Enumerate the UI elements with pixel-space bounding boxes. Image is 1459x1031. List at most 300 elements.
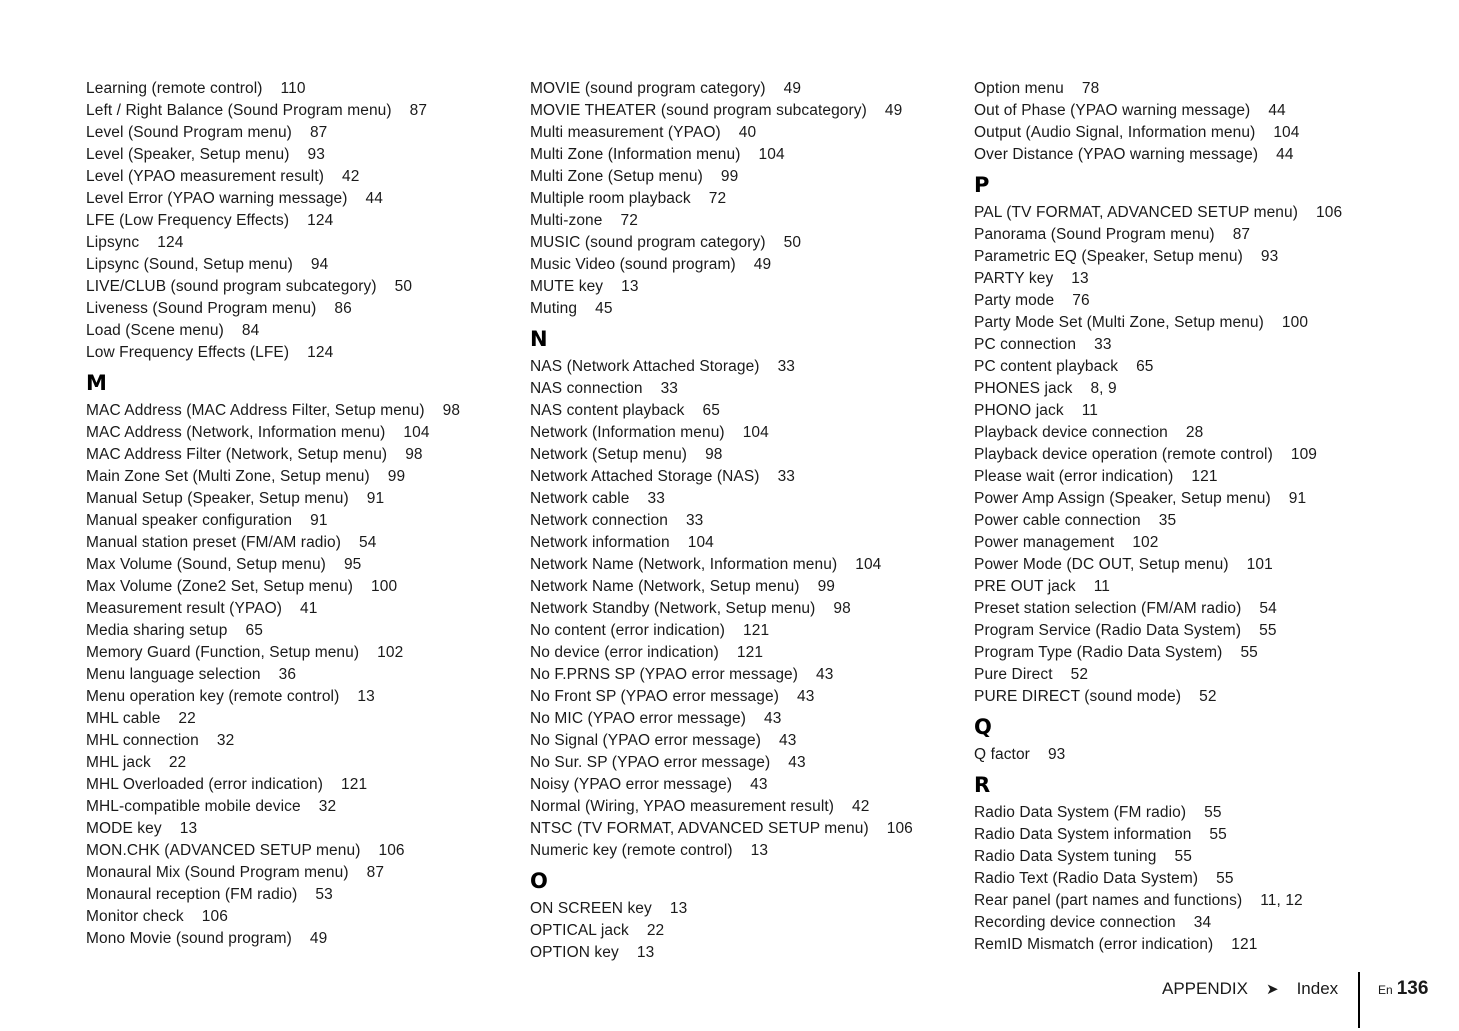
index-entry — [86, 708, 460, 730]
index-entry — [86, 400, 460, 422]
index-term: ON SCREEN key — [530, 900, 652, 917]
index-page-link[interactable]: 34 — [1193, 914, 1212, 931]
index-entry — [530, 942, 913, 964]
index-term: MUSIC (sound program category) — [530, 234, 766, 251]
index-term: Monaural Mix (Sound Program menu) — [86, 864, 349, 881]
index-term: PC content playback — [974, 358, 1119, 375]
index-page-link[interactable]: 98 — [833, 600, 851, 617]
index-page-link[interactable]: 98 — [405, 446, 423, 463]
index-term: NAS (Network Attached Storage) — [530, 358, 760, 375]
index-page-link[interactable]: 33 — [777, 358, 796, 375]
index-page-link[interactable]: 104 — [855, 556, 882, 573]
index-column-2 — [530, 78, 913, 964]
index-term: Lipsync (Sound, Setup menu) — [86, 256, 293, 273]
index-entry — [530, 400, 913, 422]
index-term: Rear panel (part names and functions) — [974, 892, 1243, 909]
index-entry — [974, 78, 1342, 100]
index-page-link[interactable]: 13 — [636, 944, 655, 961]
index-page-link[interactable]: 86 — [334, 300, 352, 317]
index-page-link[interactable]: 87 — [409, 102, 428, 119]
index-entry — [974, 246, 1342, 268]
index-term: Option menu — [974, 80, 1064, 97]
index-page-link[interactable]: 110 — [280, 80, 306, 97]
index-column-3 — [974, 78, 1342, 956]
index-term: Please wait (error indication) — [974, 468, 1174, 485]
index-page-link[interactable]: 121 — [743, 622, 770, 639]
index-page-link[interactable]: 104 — [1273, 124, 1300, 141]
index-page-link[interactable]: 41 — [300, 600, 318, 617]
index-page-link[interactable]: 11 — [1081, 402, 1099, 419]
index-page-link[interactable]: 55 — [1204, 804, 1222, 821]
index-page-link[interactable]: 106 — [1316, 204, 1343, 221]
index-term: LIVE/CLUB (sound program subcategory) — [86, 278, 377, 295]
index-page-link[interactable]: 49 — [753, 256, 772, 273]
index-term: Panorama (Sound Program menu) — [974, 226, 1215, 243]
index-term: MOVIE (sound program category) — [530, 80, 766, 97]
index-entry — [86, 642, 460, 664]
index-entry — [974, 620, 1342, 642]
index-entry — [974, 268, 1342, 290]
index-entry — [86, 78, 460, 100]
index-page-link[interactable]: 43 — [788, 754, 806, 771]
index-page-link[interactable]: 72 — [620, 212, 638, 229]
index-page-link[interactable]: 11 — [1093, 578, 1110, 595]
index-page-link[interactable]: 33 — [685, 512, 704, 529]
index-term: Playback device connection — [974, 424, 1168, 441]
index-entry — [86, 510, 460, 532]
index-page-link[interactable]: 78 — [1081, 80, 1100, 97]
index-term: OPTION key — [530, 944, 619, 961]
index-term: PHONES jack — [974, 380, 1073, 397]
index-page-link[interactable]: 124 — [307, 344, 334, 361]
index-page-link[interactable]: 49 — [309, 930, 328, 947]
index-entry — [86, 276, 460, 298]
index-page-link[interactable]: 65 — [702, 402, 720, 419]
footer-divider — [1358, 972, 1360, 1028]
index-page-link[interactable]: 121 — [736, 644, 764, 661]
index-entry — [974, 356, 1342, 378]
index-term: Noisy (YPAO error message) — [530, 776, 733, 793]
index-page-link[interactable]: 94 — [310, 256, 329, 273]
index-term: No device (error indication) — [530, 644, 719, 661]
index-entry — [530, 708, 913, 730]
index-page-link[interactable]: 45 — [595, 300, 613, 317]
index-entry — [530, 422, 913, 444]
index-term: No content (error indication) — [530, 622, 726, 639]
index-page-link[interactable]: 44 — [1268, 102, 1286, 119]
index-page-link[interactable]: 65 — [245, 622, 263, 639]
index-page-link[interactable]: 101 — [1246, 556, 1273, 573]
index-entry — [974, 642, 1342, 664]
index-entry — [530, 444, 913, 466]
index-term: MHL-compatible mobile device — [86, 798, 301, 815]
index-page-link[interactable]: 124 — [307, 212, 334, 229]
index-page-link[interactable]: 13 — [669, 900, 688, 917]
index-page-link[interactable]: 22 — [646, 922, 665, 939]
index-term: Monaural reception (FM radio) — [86, 886, 298, 903]
index-entry — [86, 664, 460, 686]
index-entry — [974, 488, 1342, 510]
index-entry — [86, 620, 460, 642]
index-entry — [974, 934, 1342, 956]
index-page-link[interactable]: 32 — [318, 798, 337, 815]
index-page-link[interactable]: 121 — [1231, 936, 1258, 953]
index-term: Max Volume (Sound, Setup menu) — [86, 556, 326, 573]
index-page-link[interactable]: 93 — [307, 146, 325, 163]
index-page-link[interactable]: 44 — [1276, 146, 1294, 163]
index-term: Multi-zone — [530, 212, 603, 229]
index-entry — [974, 400, 1342, 422]
index-entry — [86, 320, 460, 342]
index-page-link[interactable]: 102 — [377, 644, 404, 661]
footer-page-title: Index — [1296, 979, 1339, 998]
page-number — [1378, 976, 1428, 1003]
index-entry — [974, 224, 1342, 246]
index-page-link[interactable]: 11, 12 — [1260, 892, 1303, 909]
index-term: Power management — [974, 534, 1115, 551]
index-page-link[interactable]: 33 — [777, 468, 796, 485]
index-entry — [86, 752, 460, 774]
index-entry — [86, 818, 460, 840]
index-entry — [530, 686, 913, 708]
index-page-link[interactable]: 65 — [1136, 358, 1154, 375]
index-term: MOVIE THEATER (sound program subcategory) — [530, 102, 867, 119]
index-term: Main Zone Set (Multi Zone, Setup menu) — [86, 468, 370, 485]
index-page-link[interactable]: 87 — [309, 124, 328, 141]
index-page-link[interactable]: 55 — [1174, 848, 1192, 865]
index-entry — [530, 576, 913, 598]
index-entry — [530, 188, 913, 210]
index-page-link[interactable]: 43 — [764, 710, 782, 727]
index-entry — [974, 664, 1342, 686]
index-entry — [974, 100, 1342, 122]
index-term: Radio Data System (FM radio) — [974, 804, 1187, 821]
index-page-link[interactable]: 28 — [1185, 424, 1204, 441]
index-page-link[interactable]: 42 — [341, 168, 360, 185]
index-entry — [86, 686, 460, 708]
index-entry — [86, 554, 460, 576]
index-term: Network cable — [530, 490, 630, 507]
index-entry — [86, 342, 460, 364]
index-page-link[interactable]: 87 — [1232, 226, 1251, 243]
index-page-link[interactable]: 43 — [816, 666, 834, 683]
index-page-link[interactable]: 54 — [1259, 600, 1277, 617]
index-term: Multi measurement (YPAO) — [530, 124, 721, 141]
index-term: Learning (remote control) — [86, 80, 263, 97]
index-letter-heading: R — [974, 773, 991, 797]
index-entry — [530, 796, 913, 818]
index-page-link[interactable]: 44 — [365, 190, 383, 207]
index-term: Recording device connection — [974, 914, 1176, 931]
index-entry — [974, 846, 1342, 868]
index-entry — [86, 598, 460, 620]
index-page-link[interactable]: 91 — [1288, 490, 1307, 507]
index-page-link[interactable]: 33 — [647, 490, 665, 507]
index-page-link[interactable]: 43 — [779, 732, 797, 749]
index-term: Party Mode Set (Multi Zone, Setup menu) — [974, 314, 1264, 331]
index-term: RemID Mismatch (error indication) — [974, 936, 1214, 953]
index-entry — [530, 664, 913, 686]
index-entry — [530, 488, 913, 510]
index-term: Lipsync — [86, 234, 140, 251]
index-page-link[interactable]: 22 — [168, 754, 187, 771]
index-term: Network information — [530, 534, 670, 551]
index-page-link[interactable]: 13 — [750, 842, 769, 859]
index-entry — [974, 334, 1342, 356]
index-entry — [974, 290, 1342, 312]
index-term: LFE (Low Frequency Effects) — [86, 212, 290, 229]
index-page-link[interactable]: 43 — [796, 688, 815, 705]
index-entry — [530, 730, 913, 752]
index-entry — [86, 210, 460, 232]
index-entry — [530, 166, 913, 188]
index-entry — [974, 554, 1342, 576]
index-term: Media sharing setup — [86, 622, 228, 639]
index-entry — [86, 730, 460, 752]
index-entry — [86, 100, 460, 122]
index-entry — [974, 598, 1342, 620]
index-entry — [86, 532, 460, 554]
index-page-link[interactable]: 104 — [403, 424, 430, 441]
index-page-link[interactable]: 99 — [720, 168, 739, 185]
index-term: Multiple room playback — [530, 190, 691, 207]
index-page-link[interactable]: 13 — [1071, 270, 1089, 287]
index-entry — [530, 642, 913, 664]
index-page-link[interactable]: 50 — [394, 278, 413, 295]
index-term: Multi Zone (Information menu) — [530, 146, 741, 163]
index-page-link[interactable]: 40 — [738, 124, 757, 141]
index-entry — [530, 752, 913, 774]
index-entry — [530, 232, 913, 254]
index-page-link[interactable]: 98 — [705, 446, 723, 463]
index-page-link[interactable]: 49 — [783, 80, 802, 97]
index-page-link[interactable]: 93 — [1047, 746, 1066, 763]
index-page-link[interactable]: 121 — [341, 776, 368, 793]
index-term: Music Video (sound program) — [530, 256, 736, 273]
index-page-link[interactable]: 106 — [378, 842, 405, 859]
footer-section: APPENDIX — [1162, 979, 1248, 998]
index-entry — [530, 100, 913, 122]
index-term: Power Mode (DC OUT, Setup menu) — [974, 556, 1229, 573]
index-page-link[interactable]: 55 — [1259, 622, 1277, 639]
index-page-link[interactable]: 53 — [315, 886, 333, 903]
index-page-link[interactable]: 109 — [1290, 446, 1318, 463]
index-term: NAS content playback — [530, 402, 685, 419]
index-entry — [530, 510, 913, 532]
index-entry — [86, 122, 460, 144]
index-entry — [530, 356, 913, 378]
index-page-link[interactable]: 106 — [201, 908, 228, 925]
index-page-link[interactable]: 55 — [1216, 870, 1234, 887]
index-term: MAC Address Filter (Network, Setup menu) — [86, 446, 388, 463]
index-page-link[interactable]: 42 — [852, 798, 870, 815]
index-term: Multi Zone (Setup menu) — [530, 168, 703, 185]
index-term: Measurement result (YPAO) — [86, 600, 283, 617]
index-page-link[interactable]: 104 — [687, 534, 714, 551]
index-entry — [974, 422, 1342, 444]
language-code: En — [1378, 983, 1393, 997]
index-term: MON.CHK (ADVANCED SETUP menu) — [86, 842, 361, 859]
index-term: Monitor check — [86, 908, 184, 925]
index-entry — [86, 444, 460, 466]
index-entry — [974, 686, 1342, 708]
index-page-link[interactable]: 8, 9 — [1090, 380, 1117, 397]
index-entry — [974, 802, 1342, 824]
index-page-link[interactable]: 99 — [817, 578, 836, 595]
index-term: Level (Speaker, Setup menu) — [86, 146, 290, 163]
index-page-link[interactable]: 72 — [708, 190, 727, 207]
index-term: Load (Scene menu) — [86, 322, 224, 339]
index-term: Program Type (Radio Data System) — [974, 644, 1223, 661]
index-page-link[interactable]: 54 — [359, 534, 377, 551]
index-term: Network Attached Storage (NAS) — [530, 468, 760, 485]
index-entry — [530, 298, 913, 320]
index-page-link[interactable]: 99 — [387, 468, 406, 485]
index-page-link[interactable]: 50 — [783, 234, 802, 251]
index-page-link[interactable]: 52 — [1070, 666, 1089, 683]
index-entry — [86, 166, 460, 188]
index-page-link[interactable]: 104 — [758, 146, 785, 163]
index-term: Max Volume (Zone2 Set, Setup menu) — [86, 578, 354, 595]
index-term: Network (Information menu) — [530, 424, 725, 441]
index-term: Playback device operation (remote control) — [974, 446, 1273, 463]
index-page-link[interactable]: 98 — [442, 402, 461, 419]
index-letter-heading: O — [530, 869, 548, 893]
index-term: PRE OUT jack — [974, 578, 1076, 595]
index-term: MODE key — [86, 820, 162, 837]
index-term: Numeric key (remote control) — [530, 842, 733, 859]
index-page-link[interactable]: 124 — [157, 234, 184, 251]
index-term: PARTY key — [974, 270, 1054, 287]
index-term: Power cable connection — [974, 512, 1141, 529]
index-page-link[interactable]: 100 — [371, 578, 398, 595]
index-page-link[interactable]: 36 — [278, 666, 297, 683]
index-page-link[interactable]: 33 — [1094, 336, 1112, 353]
index-page-link[interactable]: 121 — [1191, 468, 1218, 485]
index-entry — [86, 862, 460, 884]
index-page-link[interactable]: 84 — [241, 322, 260, 339]
index-page-link[interactable]: 55 — [1209, 826, 1227, 843]
index-entry — [86, 466, 460, 488]
index-term: Muting — [530, 300, 578, 317]
index-entry — [86, 188, 460, 210]
index-term: Parametric EQ (Speaker, Setup menu) — [974, 248, 1243, 265]
index-entry — [530, 210, 913, 232]
index-entry — [86, 232, 460, 254]
index-entry — [530, 378, 913, 400]
index-term: Output (Audio Signal, Information menu) — [974, 124, 1256, 141]
index-term: NAS connection — [530, 380, 643, 397]
index-page-link[interactable]: 91 — [310, 512, 328, 529]
index-page-link[interactable]: 93 — [1260, 248, 1279, 265]
index-entry — [530, 898, 913, 920]
index-term: Preset station selection (FM/AM radio) — [974, 600, 1242, 617]
index-entry — [530, 920, 913, 942]
index-page-link[interactable]: 13 — [179, 820, 198, 837]
index-page-link[interactable]: 91 — [366, 490, 385, 507]
index-page-link[interactable]: 106 — [886, 820, 913, 837]
index-term: Radio Text (Radio Data System) — [974, 870, 1199, 887]
index-page-link[interactable]: 13 — [621, 278, 639, 295]
index-term: Manual speaker configuration — [86, 512, 293, 529]
index-term: Normal (Wiring, YPAO measurement result) — [530, 798, 835, 815]
index-term: Manual Setup (Speaker, Setup menu) — [86, 490, 349, 507]
index-term: MUTE key — [530, 278, 604, 295]
index-entry — [86, 774, 460, 796]
index-term: Network Name (Network, Information menu) — [530, 556, 838, 573]
index-term: Radio Data System tuning — [974, 848, 1157, 865]
index-entry — [530, 144, 913, 166]
index-page-link[interactable]: 43 — [750, 776, 768, 793]
index-term: MHL jack — [86, 754, 151, 771]
index-term: Network connection — [530, 512, 668, 529]
index-term: PURE DIRECT (sound mode) — [974, 688, 1182, 705]
index-entry — [530, 466, 913, 488]
index-page-link[interactable]: 32 — [216, 732, 235, 749]
index-entry — [974, 510, 1342, 532]
index-page-link[interactable]: 35 — [1158, 512, 1177, 529]
index-entry — [530, 840, 913, 862]
index-term: Level (YPAO measurement result) — [86, 168, 324, 185]
index-page-link[interactable]: 22 — [178, 710, 196, 727]
index-entry — [86, 144, 460, 166]
index-page-link[interactable]: 100 — [1281, 314, 1309, 331]
index-entry — [974, 744, 1342, 766]
index-term: OPTICAL jack — [530, 922, 629, 939]
index-page-link[interactable]: 76 — [1072, 292, 1090, 309]
index-entry — [974, 576, 1342, 598]
index-entry — [530, 122, 913, 144]
index-term: No Sur. SP (YPAO error message) — [530, 754, 771, 771]
index-entry — [86, 796, 460, 818]
index-letter-heading: P — [974, 173, 990, 197]
index-term: Out of Phase (YPAO warning message) — [974, 102, 1251, 119]
index-term: Program Service (Radio Data System) — [974, 622, 1242, 639]
index-entry — [86, 884, 460, 906]
index-term: Menu operation key (remote control) — [86, 688, 340, 705]
index-page-link[interactable]: 87 — [366, 864, 385, 881]
index-page-link[interactable]: 95 — [343, 556, 362, 573]
index-entry — [974, 444, 1342, 466]
index-page-link[interactable]: 102 — [1132, 534, 1159, 551]
index-page-link[interactable]: 104 — [742, 424, 769, 441]
index-page-link[interactable]: 33 — [660, 380, 679, 397]
index-column-1 — [86, 78, 460, 950]
index-entry — [974, 890, 1342, 912]
index-entry — [974, 122, 1342, 144]
index-entry — [86, 576, 460, 598]
index-term: Level (Sound Program menu) — [86, 124, 292, 141]
index-term: PC connection — [974, 336, 1077, 353]
index-entry — [530, 276, 913, 298]
index-entry — [974, 912, 1342, 934]
index-term: Left / Right Balance (Sound Program menu) — [86, 102, 392, 119]
index-entry — [974, 378, 1342, 400]
index-page-link[interactable]: 49 — [884, 102, 903, 119]
index-term: Low Frequency Effects (LFE) — [86, 344, 290, 361]
index-term: Network Standby (Network, Setup menu) — [530, 600, 816, 617]
index-page-link[interactable]: 13 — [357, 688, 375, 705]
index-entry — [530, 78, 913, 100]
index-page-link[interactable]: 52 — [1199, 688, 1217, 705]
index-term: Q factor — [974, 746, 1030, 763]
index-entry — [86, 906, 460, 928]
index-term: No F.PRNS SP (YPAO error message) — [530, 666, 799, 683]
index-term: Radio Data System information — [974, 826, 1192, 843]
index-term: Network Name (Network, Setup menu) — [530, 578, 800, 595]
index-page-link[interactable]: 55 — [1240, 644, 1258, 661]
index-term: PHONO jack — [974, 402, 1064, 419]
